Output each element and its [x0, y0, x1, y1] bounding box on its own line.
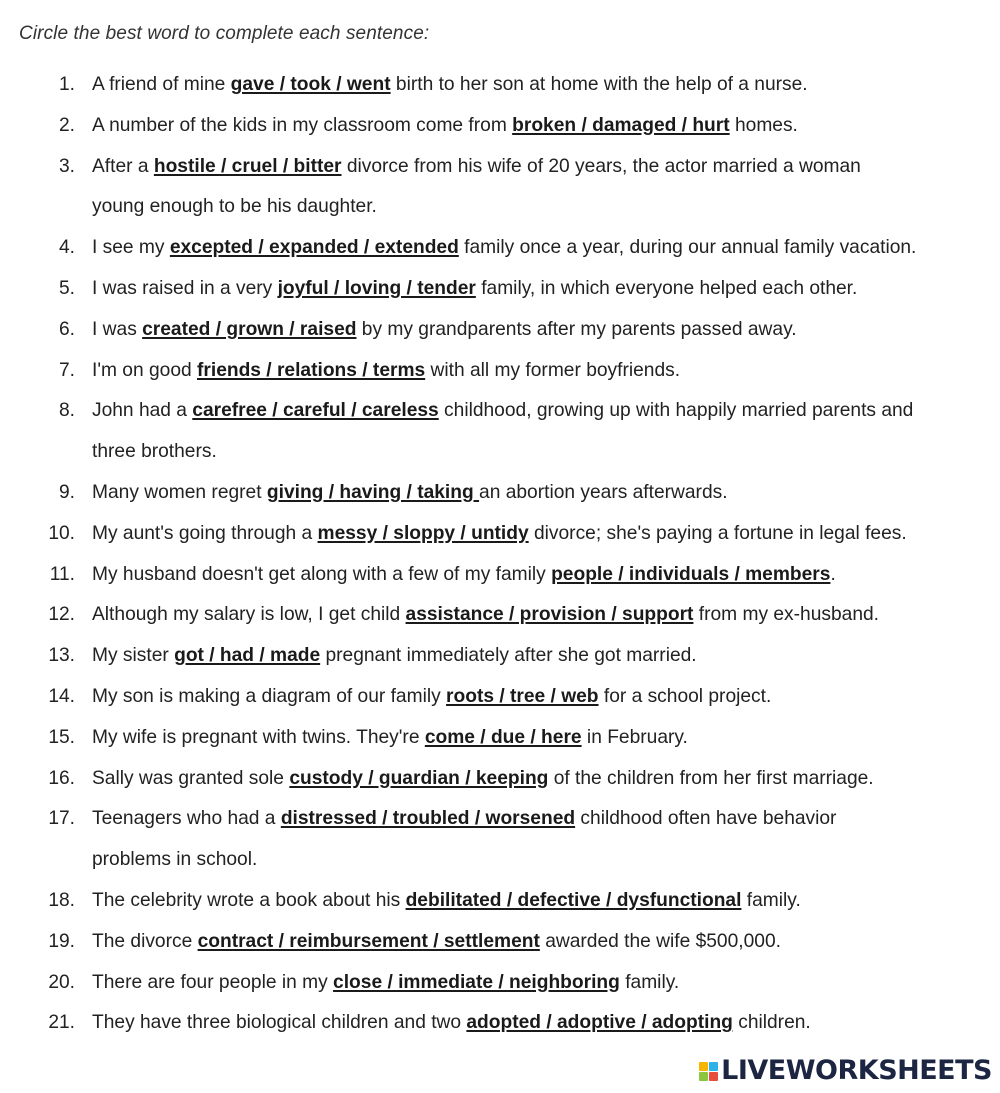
sentence-item — [0, 799, 1000, 881]
sentence-text-before: The celebrity wrote a book about his — [92, 889, 406, 911]
sentence-number: 8. — [58, 400, 75, 422]
sentence-item — [0, 514, 1000, 555]
sentence-line — [92, 555, 980, 596]
instructions-text: Circle the best word to complete each sentence: — [19, 23, 430, 44]
sentence-item — [0, 636, 1000, 677]
liveworksheets-logo-icon — [699, 1059, 718, 1083]
sentence-text-after: family. — [619, 971, 680, 993]
sentence-item — [0, 759, 1000, 800]
sentence-text-before: I'm on good — [92, 359, 197, 381]
sentence-number: 9. — [58, 481, 75, 503]
sentence-number: 6. — [58, 318, 75, 340]
sentence-text-after: childhood often have behavior — [575, 808, 837, 830]
word-choice-options[interactable]: close / immediate / neighboring — [333, 971, 620, 993]
word-choice-options[interactable]: excepted / expanded / extended — [169, 237, 459, 259]
word-choice-options[interactable]: adopted / adoptive / adopting — [466, 1012, 733, 1034]
word-choice-options[interactable]: come / due / here — [424, 726, 582, 748]
sentence-item — [0, 963, 1000, 1004]
sentence-number: 5. — [58, 277, 75, 299]
sentence-text-before: My husband doesn't get along with a few of my family — [92, 563, 552, 585]
sentence-number: 21. — [48, 1012, 75, 1034]
sentence-text-after: family, in which everyone helped each other. — [475, 277, 858, 299]
word-choice-options[interactable]: assistance / provision / support — [405, 604, 694, 626]
sentence-text-before: A friend of mine — [92, 74, 231, 95]
sentence-text-after: birth to her son at home with the help of a nurse. — [390, 74, 808, 95]
sentence-continuation: three brothers. — [92, 441, 217, 463]
sentence-number: 12. — [48, 604, 75, 626]
sentence-text-before: My wife is pregnant with twins. They're — [92, 726, 425, 748]
sentence-text-after: children. — [732, 1012, 811, 1034]
sentence-line — [92, 106, 980, 147]
sentence-list — [0, 65, 1000, 1044]
word-choice-options[interactable]: contract / reimbursement / settlement — [197, 930, 540, 952]
sentence-line — [92, 514, 980, 555]
sentence-item — [0, 228, 1000, 269]
sentence-line — [92, 228, 980, 269]
word-choice-options[interactable]: debilitated / defective / dysfunctional — [405, 889, 742, 911]
sentence-line — [92, 718, 980, 759]
sentence-number: 15. — [48, 726, 75, 748]
sentence-text-before: Many women regret — [92, 481, 267, 503]
sentence-text-before: I was — [92, 318, 143, 340]
sentence-line — [92, 473, 980, 514]
sentence-line — [92, 759, 980, 800]
sentence-item — [0, 351, 1000, 392]
sentence-number: 3. — [58, 155, 75, 177]
sentence-number: 18. — [48, 889, 75, 911]
word-choice-options[interactable]: distressed / troubled / worsened — [280, 808, 576, 830]
liveworksheets-logo — [699, 1057, 992, 1085]
sentence-text-before: My sister — [92, 645, 175, 667]
sentence-text-before: John had a — [92, 400, 193, 422]
word-choice-options[interactable]: people / individuals / members — [551, 563, 831, 585]
sentence-text-after: pregnant immediately after she got married. — [320, 645, 697, 667]
sentence-number: 10. — [48, 522, 75, 544]
sentence-text-after: family. — [741, 889, 801, 911]
sentence-text-before: Teenagers who had a — [92, 808, 281, 830]
sentence-text-before: The divorce — [92, 930, 198, 952]
sentence-text-after: of the children from her first marriage. — [548, 767, 874, 789]
sentence-line — [92, 310, 980, 351]
sentence-text-after: for a school project. — [598, 685, 772, 707]
word-choice-options[interactable]: broken / damaged / hurt — [512, 114, 730, 136]
sentence-line — [92, 65, 980, 106]
sentence-text-before: Sally was granted sole — [92, 767, 290, 789]
sentence-item — [0, 1003, 1000, 1044]
sentence-line — [92, 269, 980, 310]
sentence-text-after: homes. — [729, 114, 798, 136]
sentence-text-after: childhood, growing up with happily married parents and — [438, 400, 914, 422]
sentence-line — [92, 963, 980, 1004]
sentence-text-after: with all my former boyfriends. — [425, 359, 681, 381]
sentence-continuation: problems in school. — [92, 849, 258, 871]
sentence-text-after: family once a year, during our annual family vacation. — [458, 237, 917, 259]
sentence-text-before: There are four people in my — [92, 971, 334, 993]
sentence-item — [0, 106, 1000, 147]
sentence-number: 2. — [58, 114, 75, 136]
sentence-text-after: in February. — [581, 726, 688, 748]
sentence-line — [92, 351, 980, 392]
word-choice-options[interactable]: gave / took / went — [230, 74, 391, 95]
sentence-line — [92, 881, 980, 922]
sentence-text-before: My aunt's going through a — [92, 522, 318, 544]
sentence-text-before: They have three biological children and two — [92, 1012, 467, 1034]
sentence-line — [92, 595, 980, 636]
sentence-text-after: divorce; she's paying a fortune in legal fees. — [528, 522, 907, 544]
word-choice-options[interactable]: friends / relations / terms — [197, 359, 426, 381]
word-choice-options[interactable]: created / grown / raised — [142, 318, 357, 340]
sentence-line — [92, 799, 980, 840]
word-choice-options[interactable]: got / had / made — [174, 645, 321, 667]
sentence-line — [92, 147, 980, 188]
sentence-text-before: Although my salary is low, I get child — [92, 604, 406, 626]
sentence-text-before: A number of the kids in my classroom come from — [92, 114, 513, 136]
word-choice-options[interactable]: carefree / careful / careless — [192, 400, 439, 422]
sentence-item — [0, 269, 1000, 310]
sentence-number: 4. — [58, 237, 75, 259]
sentence-line — [92, 922, 980, 963]
sentence-continuation: young enough to be his daughter. — [92, 196, 377, 218]
sentence-number: 17. — [48, 808, 75, 830]
sentence-text-after: from my ex-husband. — [693, 604, 879, 626]
sentence-number: 13. — [48, 645, 75, 667]
sentence-text-before: I was raised in a very — [92, 277, 278, 299]
word-choice-options[interactable]: roots / tree / web — [446, 685, 599, 707]
sentence-item — [0, 65, 1000, 106]
word-choice-options[interactable]: giving / having / taking — [266, 481, 480, 503]
sentence-number: 7. — [58, 359, 75, 381]
sentence-number: 16. — [48, 767, 75, 789]
sentence-item — [0, 881, 1000, 922]
word-choice-options[interactable]: hostile / cruel / bitter — [153, 155, 342, 177]
word-choice-options[interactable]: messy / sloppy / untidy — [317, 522, 529, 544]
sentence-number: 20. — [48, 971, 75, 993]
sentence-text-before: After a — [92, 155, 154, 177]
sentence-line — [92, 1003, 980, 1044]
sentence-item — [0, 310, 1000, 351]
sentence-item — [0, 922, 1000, 963]
sentence-item — [0, 718, 1000, 759]
sentence-text-after: an abortion years afterwards. — [479, 481, 728, 503]
sentence-text-after: by my grandparents after my parents passed away. — [356, 318, 797, 340]
sentence-item — [0, 147, 1000, 229]
sentence-text-after: . — [830, 563, 836, 585]
sentence-text-before: My son is making a diagram of our family — [92, 685, 447, 707]
sentence-text-after: divorce from his wife of 20 years, the actor married a woman — [341, 155, 861, 177]
word-choice-options[interactable]: custody / guardian / keeping — [289, 767, 549, 789]
sentence-item — [0, 595, 1000, 636]
sentence-item — [0, 473, 1000, 514]
sentence-line — [92, 391, 980, 432]
logo-text: LIVEWORKSHEETS — [721, 1055, 992, 1086]
word-choice-options[interactable]: joyful / loving / tender — [277, 277, 476, 299]
sentence-line — [92, 636, 980, 677]
sentence-number: 19. — [48, 930, 75, 952]
sentence-number: 14. — [48, 685, 75, 707]
sentence-number: 11. — [49, 563, 75, 585]
sentence-item — [0, 391, 1000, 473]
sentence-text-after: awarded the wife $500,000. — [539, 930, 781, 952]
sentence-line — [92, 677, 980, 718]
sentence-text-before: I see my — [92, 237, 170, 259]
sentence-item — [0, 677, 1000, 718]
sentence-item — [0, 555, 1000, 596]
sentence-number: 1. — [58, 74, 75, 95]
